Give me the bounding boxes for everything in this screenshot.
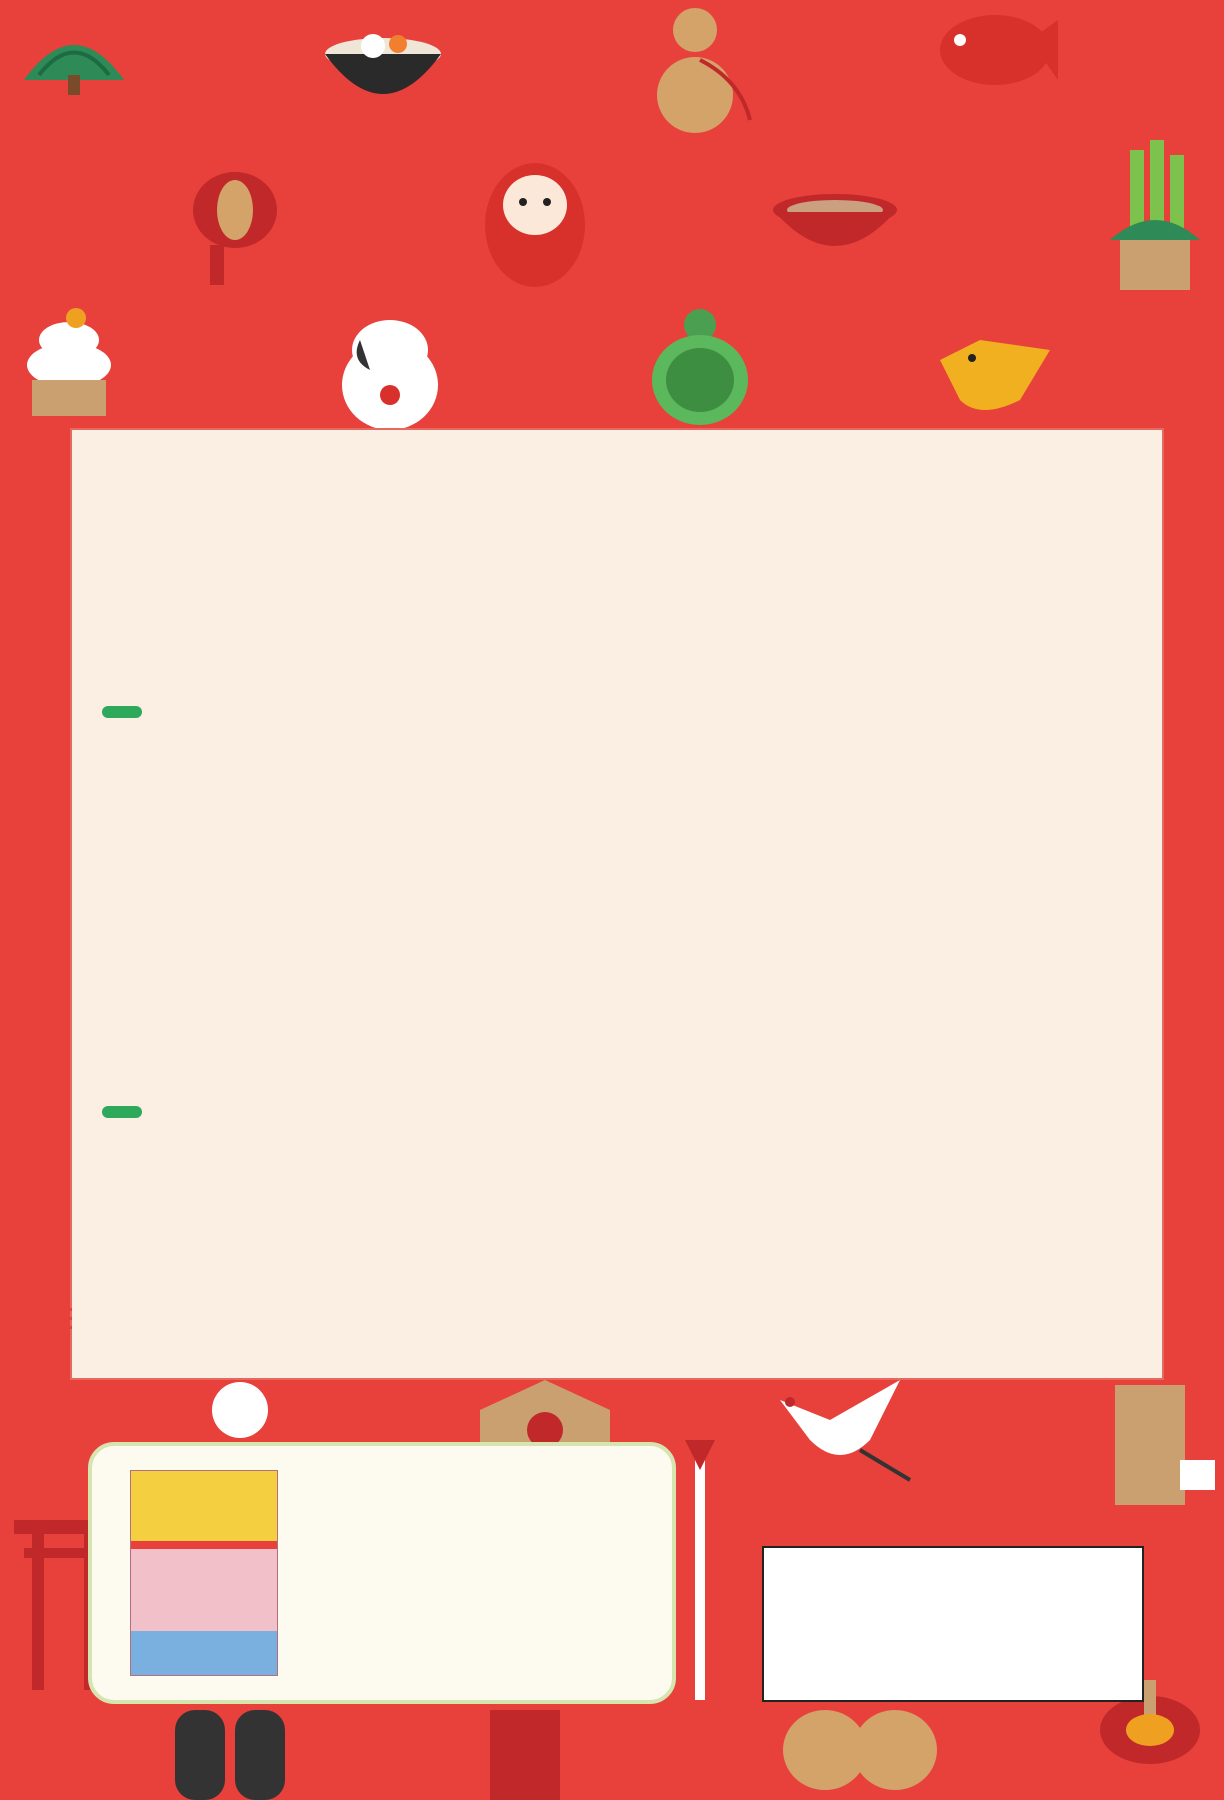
author2-edu-item (204, 1264, 210, 1294)
author1-edu-item (204, 760, 210, 790)
barcode-icon (920, 1580, 1134, 1646)
author1-edu-item (204, 812, 210, 842)
author1-edu-item (204, 864, 210, 894)
bear-doll-icon (200, 1380, 280, 1440)
zori-sandals-icon (170, 1710, 290, 1800)
isbn-barcode-box (762, 1546, 1144, 1702)
sea-bream-icon (930, 0, 1060, 120)
bird-icon (930, 330, 1070, 430)
author1-education-badge (102, 706, 142, 718)
kagami-mochi-icon (14, 300, 124, 420)
sake-cup-icon (770, 190, 900, 270)
daruma-icon (480, 150, 590, 290)
author-bio-panel (70, 428, 1164, 1380)
author2-edu-item (204, 1212, 210, 1242)
qr-code-icon (774, 1558, 910, 1694)
left-stripes (0, 1308, 72, 1332)
gourd-icon (650, 0, 760, 150)
lucky-cat-icon (330, 300, 450, 430)
price-line (942, 1672, 1002, 1697)
hamaya-arrow-icon (680, 1440, 720, 1700)
crane-icon (770, 1380, 920, 1490)
lucky-mallet-icon (180, 160, 290, 290)
kadomatsu-icon (1100, 140, 1210, 300)
turtle-icon (640, 300, 760, 430)
author2-edu-item (204, 1160, 210, 1190)
geta-red-icon (490, 1710, 560, 1800)
sake-barrel-icon (1110, 1380, 1220, 1520)
right-stripes (1164, 1308, 1224, 1332)
top-pattern-band (0, 0, 1224, 430)
soup-bowl-icon (318, 14, 448, 124)
author2-education-badge (102, 1106, 142, 1118)
recommended-book-box (88, 1442, 676, 1704)
recommended-book-cover (130, 1470, 278, 1676)
pine-icon (14, 20, 134, 100)
